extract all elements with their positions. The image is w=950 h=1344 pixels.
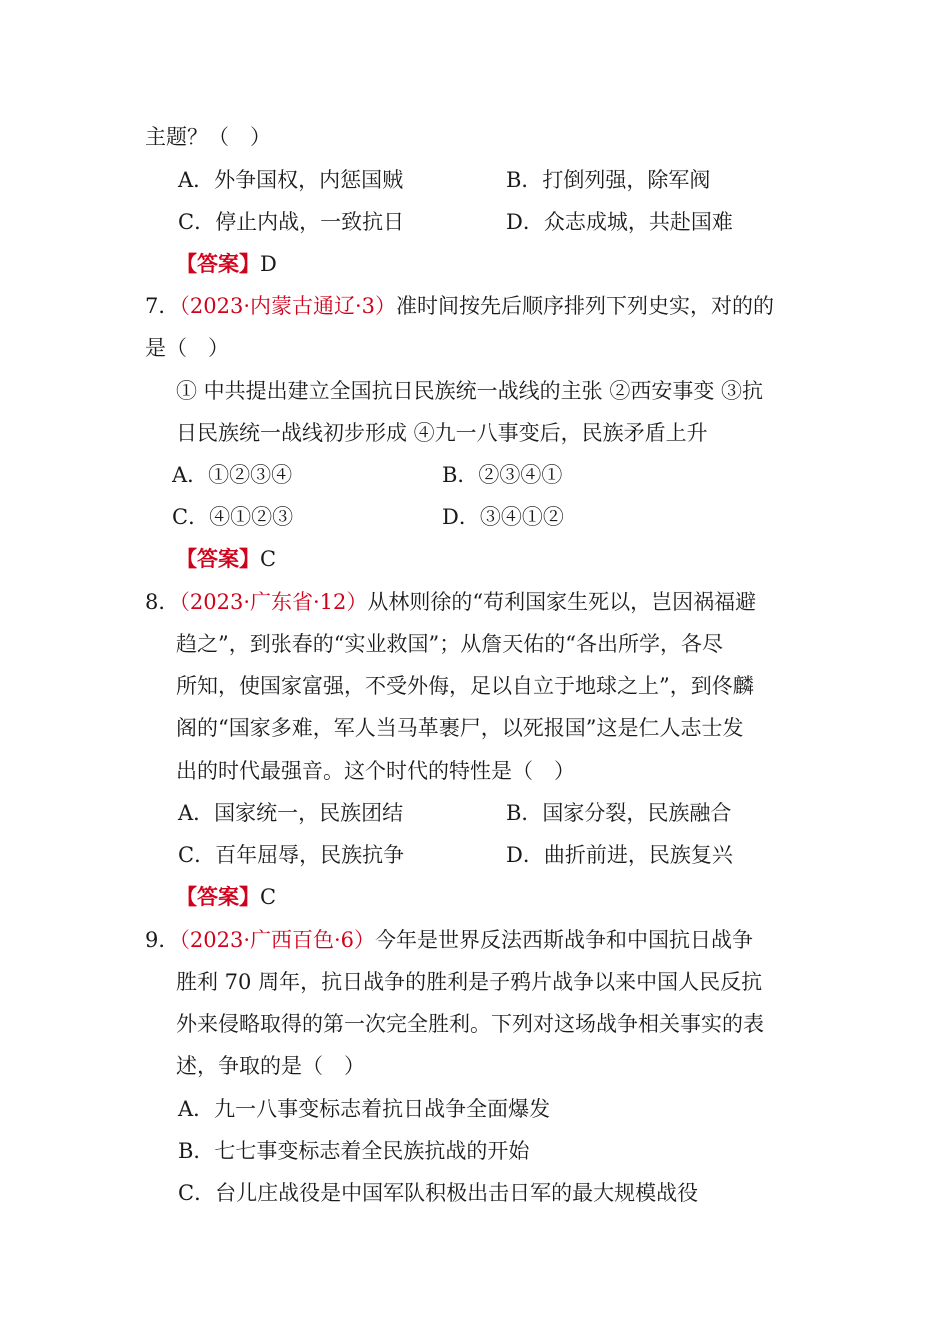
q8-answer-label: 【答案】 [176,884,260,909]
q8-number: 8． [145,590,180,614]
q7-items-line1: ① 中共提出建立全国抗日民族统一战线的主张 ②西安事变 ③抗 [176,379,764,403]
q8-answer [176,883,276,911]
q8-stem-line2: 趋之”，到张春的“实业救国”；从詹天佑的“各出所学，各尽 [176,632,723,656]
q9-stem-line3: 外来侵略取得的第一次完全胜利。下列对这场战争相关事实的表 [176,1012,764,1036]
q8-answer-value: C [260,885,277,909]
q9-stem-line4: 述，争取的是（ ） [176,1054,365,1078]
q6-answer-label: 【答案】 [176,251,260,276]
q7-answer-value: C [260,547,277,571]
q8-stem-line5: 出的时代最强音。这个时代的特性是（ ） [176,759,575,783]
q6-option-d: D．众志成城，共赴国难 [506,210,733,234]
q9-stem [145,926,753,954]
q9-option-b: B．七七事变标志着全民族抗战的开始 [178,1139,530,1163]
q7-number: 7． [145,294,180,318]
q8-stem-line3: 所知，使国家富强，不受外侮，足以自立于地球之上”，到佟麟 [176,674,754,698]
q7-option-a: A．①②③④ [172,463,293,487]
q6-stem-tail: 主题？（ ） [145,125,271,149]
q8-option-d: D．曲折前进，民族复兴 [506,843,733,867]
q9-source: （2023·广西百色·6） [179,928,376,952]
q8-option-a: A．国家统一，民族团结 [178,801,404,825]
q8-stem-line1: 从林则徐的“苟利国家生死以，岂因祸福避 [367,590,757,614]
q7-answer-label: 【答案】 [176,546,260,571]
q9-stem-line2: 胜利 70 周年，抗日战争的胜利是子鸦片战争以来中国人民反抗 [176,970,763,994]
q9-stem-line1: 今年是世界反法西斯战争和中国抗日战争 [375,928,754,952]
q6-option-c: C．停止内战，一致抗日 [178,210,405,234]
q8-stem-line4: 阁的“国家多难，军人当马革裹尸，以死报国”这是仁人志士发 [176,716,744,740]
q7-option-c: C．④①②③ [172,505,294,529]
q8-option-c: C．百年屈辱，民族抗争 [178,843,405,867]
q7-stem [145,292,774,320]
q7-source: （2023·内蒙古通辽·3） [179,294,397,318]
q8-stem [145,588,756,616]
q7-stem-line1: 准时间按先后顺序排列下列史实，对的的 [396,294,775,318]
q7-answer [176,545,276,573]
q9-option-c: C．台儿庄战役是中国军队积极出击日军的最大规模战役 [178,1181,699,1205]
q6-option-a: A．外争国权，内惩国贼 [178,168,404,192]
q7-items-line2: 日民族统一战线初步形成 ④九一八事变后，民族矛盾上升 [176,421,708,445]
q9-option-a: A．九一八事变标志着抗日战争全面爆发 [178,1097,551,1121]
q8-option-b: B．国家分裂，民族融合 [506,801,732,825]
q6-answer-value: D [260,252,277,276]
q7-stem-line2: 是（ ） [145,336,229,360]
q9-number: 9． [145,928,180,952]
q7-option-d: D．③④①② [442,505,564,529]
q6-option-b: B．打倒列强，除军阀 [506,168,711,192]
q6-answer [176,250,277,278]
q7-option-b: B．②③④① [442,463,563,487]
q8-source: （2023·广东省·12） [179,590,368,614]
